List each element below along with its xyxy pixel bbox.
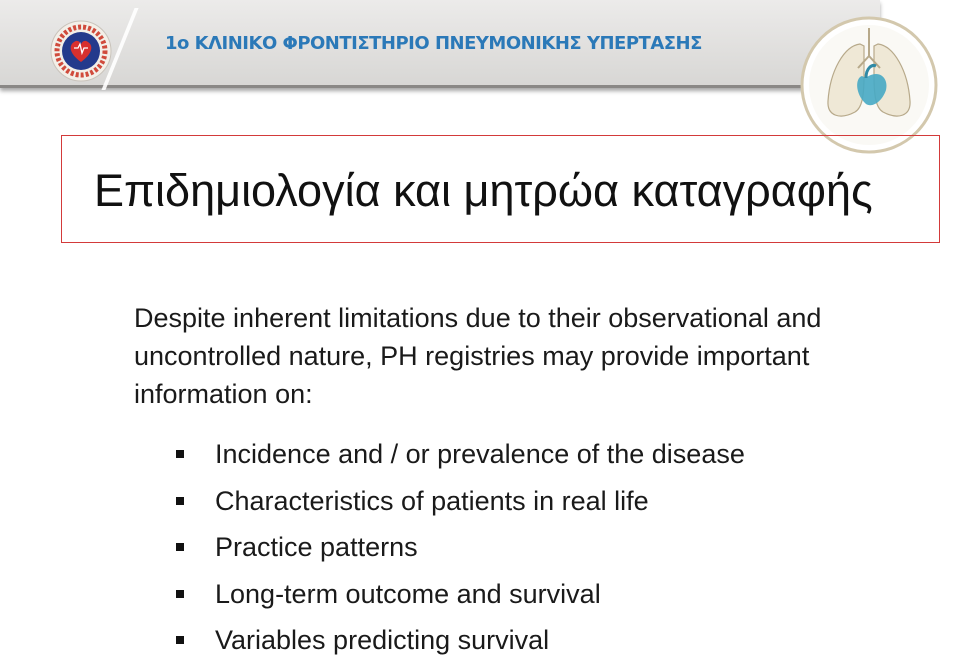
- list-item: [176, 481, 745, 528]
- square-bullet-icon: [176, 543, 184, 551]
- square-bullet-icon: [176, 590, 184, 598]
- intro-paragraph: Despite inherent limitations due to their observational and uncontrolled nature, PH registries may provide important information on:: [134, 303, 822, 409]
- square-bullet-icon: [176, 450, 184, 458]
- title-frame: [61, 135, 940, 243]
- square-bullet-icon: [176, 636, 184, 644]
- list-item: [176, 527, 745, 574]
- list-item: [176, 574, 745, 621]
- square-bullet-icon: [176, 497, 184, 505]
- header-banner: [0, 0, 960, 100]
- list-item: [176, 620, 745, 667]
- list-item-text: Long-term outcome and survival: [215, 578, 601, 609]
- list-item-text: Practice patterns: [215, 532, 418, 562]
- lungs-heart-icon: [800, 16, 938, 154]
- list-item-text: Variables predicting survival: [215, 625, 550, 655]
- banner-title: 1ο ΚΛΙΝΙΚΟ ΦΡΟΝΤΙΣΤΗΡΙΟ ΠΝΕΥΜΟΝΙΚΗΣ ΥΠΕΡΤΑΣΗΣ: [165, 33, 702, 54]
- bullet-list: [176, 434, 745, 667]
- cardiology-society-seal-icon: [50, 20, 112, 82]
- slide-title: Επιδημιολογία και μητρώα καταγραφής: [94, 165, 873, 216]
- list-item: [176, 434, 745, 481]
- list-item-text: Incidence and / or prevalence of the disease: [215, 439, 745, 469]
- list-item-text: Characteristics of patients in real life: [215, 485, 649, 516]
